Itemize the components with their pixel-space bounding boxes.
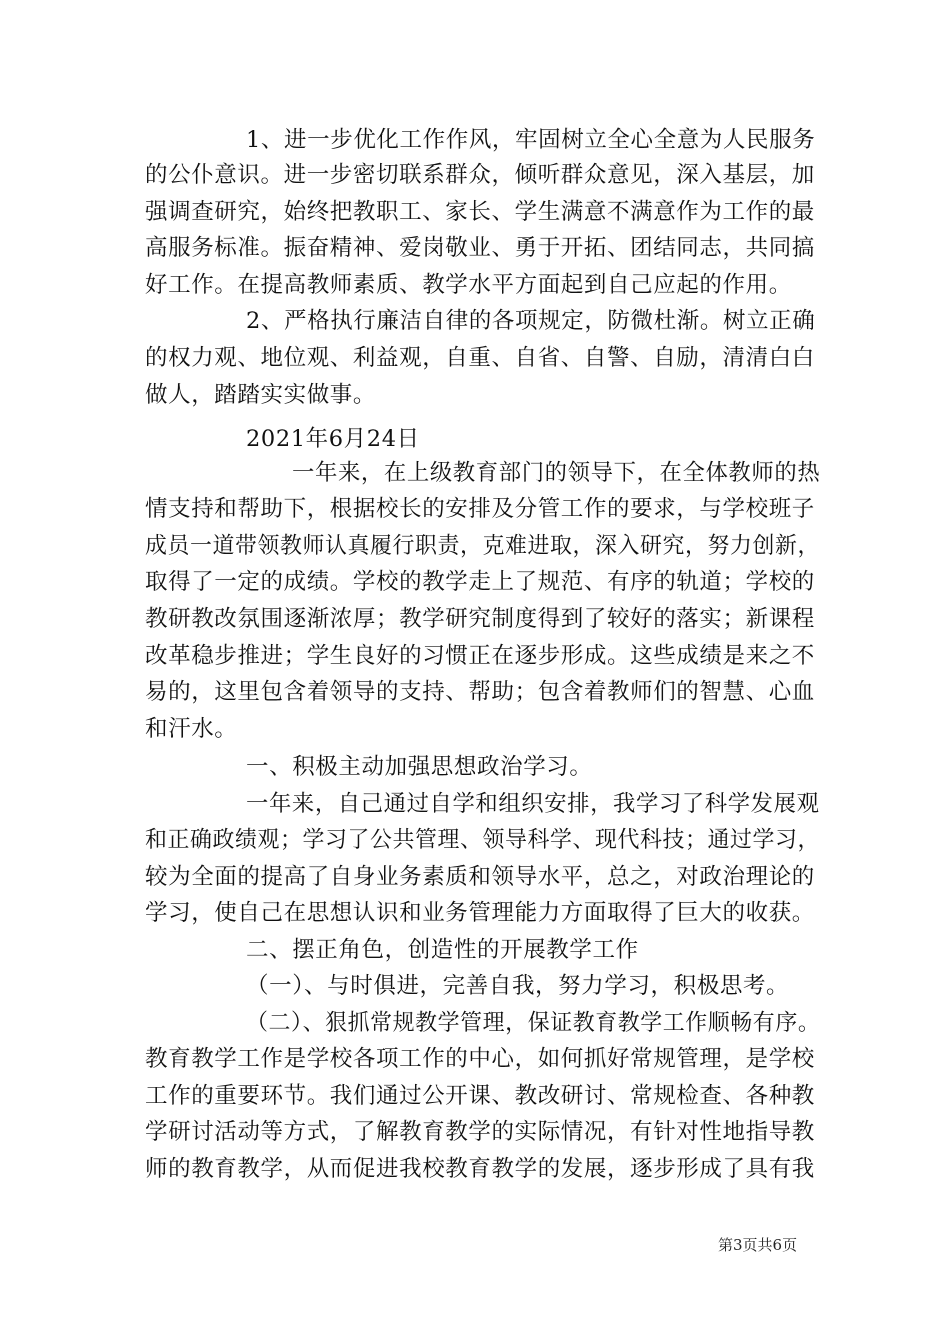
text-line: 工作的重要环节。我们通过公开课、教改研讨、常规检查、各种教 [145, 1083, 815, 1109]
subsection-heading: （二）、狠抓常规教学管理，保证教育教学工作顺畅有序。 [246, 1010, 821, 1036]
date-line: 2021年6月24日 [246, 426, 420, 452]
section-heading: 二、摆正角色，创造性的开展教学工作 [246, 937, 639, 963]
text-line: 取得了一定的成绩。学校的教学走上了规范、有序的轨道；学校的 [145, 569, 815, 595]
text-line: 1、进一步优化工作作风，牢固树立全心全意为人民服务 [246, 127, 816, 153]
text-line: 高服务标准。振奋精神、爱岗敬业、勇于开拓、团结同志，共同搞 [145, 235, 815, 261]
text-line: 好工作。在提高教师素质、教学水平方面起到自己应起的作用。 [145, 272, 792, 298]
text-line: 易的，这里包含着领导的支持、帮助；包含着教师们的智慧、心血 [145, 679, 815, 705]
subsection-heading: （一）、与时俱进，完善自我，努力学习，积极思考。 [246, 973, 790, 999]
text-line: 师的教育教学，从而促进我校教育教学的发展，逐步形成了具有我 [145, 1156, 815, 1182]
text-line: 的权力观、地位观、利益观，自重、自省、自警、自励，清清白白 [145, 345, 815, 371]
text-line: 的公仆意识。进一步密切联系群众，倾听群众意见，深入基层，加 [145, 162, 815, 188]
text-line: 和正确政绩观；学习了公共管理、领导科学、现代科技；通过学习， [145, 827, 821, 853]
text-line: 成员一道带领教师认真履行职责，克难进取，深入研究，努力创新， [145, 533, 821, 559]
text-line: 教研教改氛围逐渐浓厚；教学研究制度得到了较好的落实；新课程 [145, 606, 815, 632]
text-line: 较为全面的提高了自身业务素质和领导水平，总之，对政治理论的 [145, 864, 815, 890]
text-line: 改革稳步推进；学生良好的习惯正在逐步形成。这些成绩是来之不 [145, 643, 815, 669]
text-line: 做人，踏踏实实做事。 [145, 382, 377, 408]
text-line: 情支持和帮助下，根据校长的安排及分管工作的要求，与学校班子 [145, 496, 815, 522]
text-line: 强调查研究，始终把教职工、家长、学生满意不满意作为工作的最 [145, 199, 815, 225]
text-line: 教育教学工作是学校各项工作的中心，如何抓好常规管理，是学校 [145, 1046, 815, 1072]
text-line: 学研讨活动等方式，了解教育教学的实际情况，有针对性地指导教 [145, 1119, 815, 1145]
text-line: 2、严格执行廉洁自律的各项规定，防微杜渐。树立正确 [246, 308, 816, 334]
text-line: 一年来，自己通过自学和组织安排，我学习了科学发展观 [246, 791, 820, 817]
page-number: 第3页共6页 [718, 1236, 798, 1254]
text-line: 和汗水。 [145, 716, 238, 742]
section-heading: 一、积极主动加强思想政治学习。 [246, 754, 593, 780]
text-line: 一年来，在上级教育部门的领导下，在全体教师的热 [292, 460, 821, 486]
text-line: 学习，使自己在思想认识和业务管理能力方面取得了巨大的收获。 [145, 900, 815, 926]
